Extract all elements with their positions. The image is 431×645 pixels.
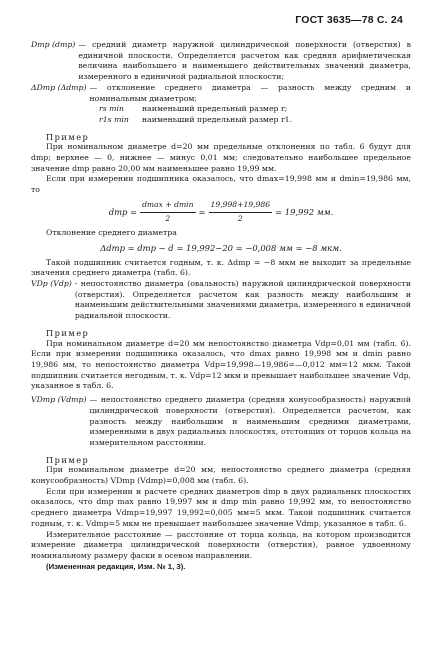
example2-heading: Пример: [46, 327, 90, 338]
example1-heading: Пример: [46, 131, 90, 142]
example3-paragraph-2: Если при измерении и расчете средних диаметров dmp в двух радиальных плоскостях оказалось, что dmp max равно 19,997 мм и dmp min равно 19,992 мм, то непостоянство среднего диаметра Vdmp=19,997 19,992=0,005 мм=5 мкм. Такой подшипник считается годным, т. к. Vdmp=5 мкм не превышает наибольшее значение Vdmp, указанное в табл. 6.: [31, 486, 411, 528]
term-dmp: Dmp (dmp): [31, 40, 76, 49]
term-rs-min: rs min: [99, 104, 124, 114]
definition-dmp: [31, 40, 411, 83]
formula-equals: =: [198, 206, 206, 217]
example3-paragraph-3: Измерительное расстояние — расстояние от торца кольца, на котором производится измерение диаметра цилиндрической поверхности (отверстия), равное удвоенному номинальному размеру фаски в осевом направлении.: [31, 529, 411, 560]
formula-fraction-1: [140, 200, 195, 224]
definition-vdp-text: - непостоянство диаметра (овальность) наружной цилиндрической поверхности (отверстия). Определяется расчетом как разность между наибольшим и наименьшим действительными значениями диаметра, измеренного в единичной радиальной плоскости.: [74, 279, 411, 321]
term-vdp: VDp (Vdp): [31, 279, 72, 289]
example1-paragraph-2: Если при измерении подшипника оказалось, что dmax=19,998 мм и dmin=19,986 мм, то: [31, 174, 411, 195]
formula-rhs: = 19,992 мм.: [275, 206, 334, 217]
example1-paragraph-4: Такой подшипник считается годным, т. к. Δdmp = −8 мкм не выходит за предельные значения среднего диаметра (табл. 6).: [31, 257, 411, 278]
formula-numerator-2: 19,998+19,986: [209, 200, 273, 213]
example3-paragraph-1: При номинальном диаметре d=20 мм, непостоянство среднего диаметра (средняя конусообразность) VDmp (Vdmp)=0,008 мм (табл. 6).: [31, 465, 411, 486]
example1-paragraph-1: При номинальном диаметре d=20 мм предельные отклонения по табл. 6 будут для dmp; верхнее — 0, нижнее — минус 0,01 мм; следовательно наибольшее предельное значение dmp равно 20,00 мм наименьшее равно 19,99 мм.: [31, 142, 411, 173]
definition-delta-dmp: [31, 83, 411, 104]
example1-formula-2: Δdmp = dmp − d = 19,992−20 = −0,008 мм = −8 мкм.: [100, 242, 342, 253]
example2-paragraph-1: При номинальном диаметре d=20 мм непостоянство диаметра Vdp=0,01 мм (табл. 6). Если при измерении подшипника оказалось, что dmax равно 19,998 мм и dmin равно 19,986 мм, то непостоянство диаметра Vdp=19,998—19,986=—0,012 мм=12 мкм. Такой подшипник считается негодным, т. к. Vdp=12 мкм и превышает наибольшее значение Vdp, указанное в табл. 6.: [31, 338, 411, 391]
definition-delta-dmp-text: — отклонение среднего диаметра — разность между средним и номинальным диаметром;: [89, 82, 411, 103]
definition-rs-min: [31, 104, 411, 115]
example1-paragraph-3: Отклонение среднего диаметра: [46, 228, 177, 238]
definition-vdmp-text: — непостоянство среднего диаметра (средняя конусообразность) наружной цилиндрической поверхности (отверстия). Определяется расчетом, как разность между наибольшим и наименьшим средними диаметрами, измеренными в двух радиальных плоскостях, отстоящих от торцов кольца на измерительном расстоянии.: [89, 395, 411, 447]
definition-r1s-min-text: наименьший предельный размер r1.: [142, 114, 293, 124]
formula-lhs: dmp =: [108, 206, 138, 217]
definition-dmp-text: — средний диаметр наружной цилиндрической поверхности (отверстия) в единичной плоскости. Определяется расчетом как средняя арифметическая величина наибольшего и наименьшего действительных значений диаметра, измеренного в единичной радиальной плоскости;: [78, 40, 411, 82]
formula-fraction-2: [209, 200, 273, 224]
term-r1s-min: r1s min: [99, 114, 129, 124]
page-header: ГОСТ 3635—78 С. 24: [295, 14, 403, 26]
definition-vdp: [31, 279, 411, 322]
term-delta-dmp: ΔDmp (Δdmp): [31, 82, 87, 92]
term-vdmp: VDmp (Vdmp): [31, 395, 87, 405]
formula-numerator-1: dmax + dmin: [140, 200, 195, 213]
definition-rs-min-text: наименьший предельный размер r;: [142, 104, 288, 114]
example3-edition-note: (Измененная редакция, Изм. № 1, 3).: [46, 561, 186, 571]
formula-denominator-1: 2: [165, 213, 171, 223]
example3-heading: Пример: [46, 454, 90, 465]
definition-r1s-min: [31, 115, 411, 126]
document-body: [31, 40, 411, 572]
example1-formula: [31, 200, 411, 224]
definition-vdmp: [31, 395, 411, 449]
formula-denominator-2: 2: [237, 213, 243, 223]
